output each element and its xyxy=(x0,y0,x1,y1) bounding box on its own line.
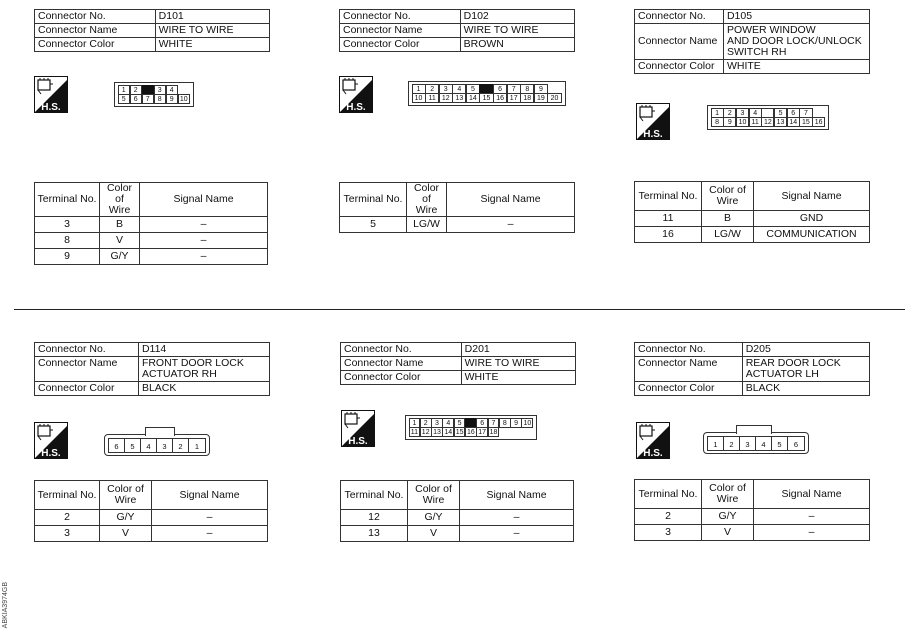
label-connector-color: Connector Color xyxy=(35,382,139,396)
pin-cell: 1 xyxy=(194,442,200,451)
header-terminal-no: Terminal No. xyxy=(340,183,407,217)
pin-cell: 1 xyxy=(409,418,421,428)
pin-cell: 3 xyxy=(154,85,167,95)
table-row xyxy=(35,233,268,249)
table-row xyxy=(341,526,574,542)
signal-name: – xyxy=(460,510,574,526)
hs-label: H.S. xyxy=(348,436,368,447)
pin-cell: 6 xyxy=(476,418,488,428)
hs-icon xyxy=(636,422,670,459)
label-connector-name: Connector Name xyxy=(635,24,724,60)
pin-cell: 4 xyxy=(442,418,454,428)
label-connector-name: Connector Name xyxy=(635,357,743,382)
pin-cell: 4 xyxy=(141,439,157,452)
pin-cell: 18 xyxy=(489,429,498,436)
wire-color: B xyxy=(702,211,754,227)
lock-slot xyxy=(479,84,493,94)
label-connector-color: Connector Color xyxy=(340,38,461,52)
pin-cell: 4 xyxy=(749,108,762,118)
terminal-no: 8 xyxy=(35,233,100,249)
connector-face-d205 xyxy=(703,432,809,454)
pin-cell: 18 xyxy=(520,93,534,103)
pin-cell: 1 xyxy=(412,84,426,94)
connector-name: POWER WINDOW AND DOOR LOCK/UNLOCK SWITCH RH xyxy=(723,24,869,60)
pin-cell: 14 xyxy=(466,93,480,103)
connector-color: WHITE xyxy=(155,38,269,52)
connector-no: D105 xyxy=(723,10,869,24)
pin-cell: 7 xyxy=(507,84,521,94)
pin-cell: 10 xyxy=(178,94,191,104)
wire-color: V xyxy=(100,233,140,249)
signal-name: – xyxy=(754,509,870,525)
hs-icon xyxy=(34,76,68,113)
pin-cell: 3 xyxy=(439,84,453,94)
pin-cell: 20 xyxy=(547,93,561,103)
table-row xyxy=(35,526,268,542)
terminal-table-d102 xyxy=(339,182,575,233)
table-row xyxy=(340,217,575,233)
figure-code: ABKIA3974GB xyxy=(2,582,9,629)
pin-cell: 14 xyxy=(444,429,453,436)
connector-color: BROWN xyxy=(460,38,574,52)
label-connector-name: Connector Name xyxy=(35,357,139,382)
pin-cell: 17 xyxy=(507,93,521,103)
signal-name: – xyxy=(152,526,268,542)
pin-cell: 6 xyxy=(130,94,143,104)
terminal-no: 3 xyxy=(635,525,702,541)
terminal-no: 3 xyxy=(35,217,100,233)
header-signal-name: Signal Name xyxy=(447,183,575,217)
pin-cell: 2 xyxy=(724,437,740,450)
hs-label: H.S. xyxy=(346,102,366,113)
connector-no: D205 xyxy=(742,343,869,357)
pin-cell: 7 xyxy=(488,418,500,428)
wire-color: V xyxy=(100,526,152,542)
hs-icon xyxy=(636,103,670,140)
pin-cell: 9 xyxy=(510,418,522,428)
label-connector-no: Connector No. xyxy=(635,343,743,357)
terminal-no: 13 xyxy=(341,526,408,542)
pin-cell: 5 xyxy=(454,418,466,428)
pin-cell: 5 xyxy=(772,437,788,450)
label-connector-name: Connector Name xyxy=(341,357,462,371)
header-signal-name: Signal Name xyxy=(140,183,268,217)
pin-cell: 9 xyxy=(166,94,179,104)
pin-cell: 10 xyxy=(523,419,532,427)
connector-name: REAR DOOR LOCK ACTUATOR LH xyxy=(742,357,869,382)
pin-cell: 8 xyxy=(154,94,167,104)
header-terminal-no: Terminal No. xyxy=(635,182,702,211)
pin-cell: 5 xyxy=(774,108,787,118)
pin-cell: 3 xyxy=(736,108,749,118)
table-row xyxy=(635,227,870,243)
hs-label: H.S. xyxy=(41,102,61,113)
header-terminal-no: Terminal No. xyxy=(635,480,702,509)
signal-name: – xyxy=(140,249,268,265)
signal-name: – xyxy=(152,510,268,526)
pin-cell: 2 xyxy=(130,85,143,95)
connector-info-d201 xyxy=(340,342,576,385)
table-row xyxy=(341,510,574,526)
wire-color: G/Y xyxy=(408,510,460,526)
header-color-of-wire: Color of Wire xyxy=(100,183,140,217)
terminal-table-d201 xyxy=(340,480,574,542)
pin-cell: 11 xyxy=(749,117,762,127)
terminal-table-d101 xyxy=(34,182,268,265)
pin-cell: 8 xyxy=(711,117,724,127)
connector-no: D114 xyxy=(138,343,269,357)
section-divider xyxy=(14,309,905,310)
wire-color: LG/W xyxy=(407,217,447,233)
pin-cell: 17 xyxy=(478,429,487,436)
pin-cell: 8 xyxy=(499,418,511,428)
pin-cell: 15 xyxy=(799,117,812,127)
label-connector-name: Connector Name xyxy=(340,24,461,38)
pin-cell: 12 xyxy=(421,429,430,436)
wire-color: G/Y xyxy=(702,509,754,525)
pin-cell: 16 xyxy=(812,117,825,127)
hs-icon xyxy=(341,410,375,447)
pin-cell: 7 xyxy=(799,108,812,118)
pin-cell: 6 xyxy=(787,108,800,118)
signal-name: – xyxy=(140,217,268,233)
empty-slot xyxy=(499,427,511,437)
pin-cell: 13 xyxy=(433,429,441,436)
label-connector-color: Connector Color xyxy=(341,371,462,385)
connector-name: FRONT DOOR LOCK ACTUATOR RH xyxy=(138,357,269,382)
connector-name: WIRE TO WIRE xyxy=(461,357,575,371)
pin-cell: 3 xyxy=(157,439,173,452)
pin-cell: 6 xyxy=(109,439,125,452)
empty-slot xyxy=(178,85,191,95)
header-terminal-no: Terminal No. xyxy=(35,183,100,217)
header-signal-name: Signal Name xyxy=(754,480,870,509)
wire-color: G/Y xyxy=(100,510,152,526)
pin-cell: 10 xyxy=(736,117,749,127)
header-signal-name: Signal Name xyxy=(460,481,574,510)
label-connector-no: Connector No. xyxy=(35,10,156,24)
header-terminal-no: Terminal No. xyxy=(35,481,100,510)
signal-name: – xyxy=(140,233,268,249)
signal-name: – xyxy=(460,526,574,542)
wire-color: B xyxy=(100,217,140,233)
terminal-no: 2 xyxy=(35,510,100,526)
header-color-of-wire: Color of Wire xyxy=(100,481,152,510)
pin-cell: 14 xyxy=(787,117,800,127)
header-color-of-wire: Color of Wire xyxy=(408,481,460,510)
wire-color: LG/W xyxy=(702,227,754,243)
label-connector-color: Connector Color xyxy=(635,382,743,396)
connector-color: WHITE xyxy=(723,60,869,74)
pin-cell: 4 xyxy=(166,85,179,95)
pin-cell: 5 xyxy=(125,439,141,452)
table-row xyxy=(635,525,870,541)
table-row xyxy=(35,217,268,233)
signal-name: – xyxy=(754,525,870,541)
connector-no: D201 xyxy=(461,343,575,357)
connector-info-d114 xyxy=(34,342,270,396)
terminal-no: 3 xyxy=(35,526,100,542)
connector-info-d101 xyxy=(34,9,270,52)
pin-cell: 3 xyxy=(431,418,443,428)
hs-label: H.S. xyxy=(643,129,663,140)
label-connector-name: Connector Name xyxy=(35,24,156,38)
label-connector-no: Connector No. xyxy=(340,10,461,24)
pin-cell: 1 xyxy=(708,437,724,450)
pin-cell: 16 xyxy=(493,93,507,103)
pin-cell: 2 xyxy=(723,108,736,118)
pin-cell: 1 xyxy=(711,108,724,118)
pin-cell: 2 xyxy=(420,418,432,428)
terminal-no: 12 xyxy=(341,510,408,526)
header-color-of-wire: Color of Wire xyxy=(702,480,754,509)
hs-label: H.S. xyxy=(643,448,663,459)
connector-info-d205 xyxy=(634,342,870,396)
connector-no: D101 xyxy=(155,10,269,24)
label-connector-no: Connector No. xyxy=(35,343,139,357)
header-signal-name: Signal Name xyxy=(754,182,870,211)
pin-cell: 5 xyxy=(118,94,131,104)
connector-color: WHITE xyxy=(461,371,575,385)
pin-cell: 6 xyxy=(493,84,507,94)
pin-cell: 1 xyxy=(118,85,131,95)
header-color-of-wire: Color of Wire xyxy=(702,182,754,211)
connector-info-d102 xyxy=(339,9,575,52)
header-terminal-no: Terminal No. xyxy=(341,481,408,510)
header-color-of-wire: Color of Wire xyxy=(407,183,447,217)
label-connector-no: Connector No. xyxy=(341,343,462,357)
pin-cell: 16 xyxy=(466,429,475,436)
pin-cell: 2 xyxy=(425,84,439,94)
pin-cell: 11 xyxy=(409,427,421,437)
signal-name: GND xyxy=(754,211,870,227)
pin-cell: 8 xyxy=(520,84,534,94)
header-signal-name: Signal Name xyxy=(152,481,268,510)
pin-cell: 2 xyxy=(173,439,189,452)
lock-slot xyxy=(465,418,477,428)
wire-color: V xyxy=(408,526,460,542)
terminal-table-d205 xyxy=(634,479,870,541)
pin-cell: 3 xyxy=(740,437,756,450)
connector-info-d105 xyxy=(634,9,870,74)
pin-cell: 13 xyxy=(452,93,466,103)
empty-slot xyxy=(510,427,522,437)
pin-cell: 11 xyxy=(425,93,439,103)
pin-cell: 9 xyxy=(723,117,736,127)
pin-cell: 15 xyxy=(479,93,493,103)
pin-cell: 7 xyxy=(142,94,155,104)
signal-name: COMMUNICATION xyxy=(754,227,870,243)
pin-cell: 9 xyxy=(534,84,548,94)
table-row xyxy=(35,510,268,526)
wire-color: G/Y xyxy=(100,249,140,265)
terminal-no: 5 xyxy=(340,217,407,233)
pin-cell: 13 xyxy=(774,117,787,127)
terminal-no: 11 xyxy=(635,211,702,227)
pin-cell: 19 xyxy=(534,93,548,103)
label-connector-no: Connector No. xyxy=(635,10,724,24)
connector-name: WIRE TO WIRE xyxy=(155,24,269,38)
pin-cell: 12 xyxy=(761,117,774,127)
connector-no: D102 xyxy=(460,10,574,24)
terminal-no: 2 xyxy=(635,509,702,525)
empty-slot xyxy=(521,427,533,437)
connector-color: BLACK xyxy=(138,382,269,396)
empty-slot xyxy=(812,108,825,118)
connector-name: WIRE TO WIRE xyxy=(460,24,574,38)
hs-label: H.S. xyxy=(41,448,61,459)
label-connector-color: Connector Color xyxy=(635,60,724,74)
pin-cell: 12 xyxy=(439,93,453,103)
signal-name: – xyxy=(447,217,575,233)
terminal-no: 16 xyxy=(635,227,702,243)
connector-face-d114 xyxy=(104,434,210,456)
pin-cell: 4 xyxy=(452,84,466,94)
terminal-no: 9 xyxy=(35,249,100,265)
pin-cell: 4 xyxy=(756,437,772,450)
table-row xyxy=(635,509,870,525)
hs-icon xyxy=(34,422,68,459)
table-row xyxy=(635,211,870,227)
table-row xyxy=(35,249,268,265)
terminal-table-d105 xyxy=(634,181,870,243)
pin-cell: 6 xyxy=(793,440,799,449)
pin-cell: 15 xyxy=(455,429,464,436)
lock-slot xyxy=(761,108,774,118)
terminal-table-d114 xyxy=(34,480,268,542)
empty-slot xyxy=(547,84,561,94)
pin-cell: 10 xyxy=(412,93,426,103)
wire-color: V xyxy=(702,525,754,541)
lock-slot xyxy=(142,85,155,95)
pin-cell: 5 xyxy=(466,84,480,94)
connector-color: BLACK xyxy=(742,382,869,396)
label-connector-color: Connector Color xyxy=(35,38,156,52)
hs-icon xyxy=(339,76,373,113)
